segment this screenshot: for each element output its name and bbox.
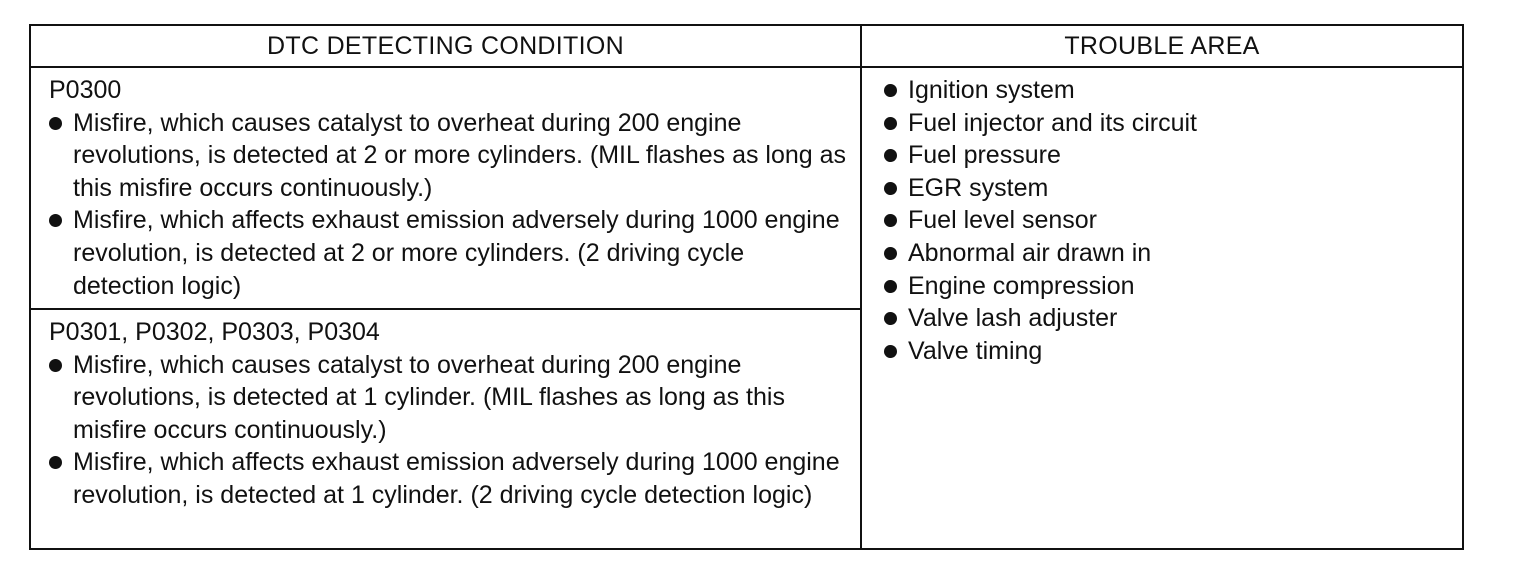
- bullet-icon: [49, 359, 62, 372]
- dtc-code: P0300: [49, 76, 122, 104]
- trouble-area-text: Ignition system: [908, 76, 1075, 104]
- condition-column: [31, 26, 862, 548]
- trouble-area-text: Valve lash adjuster: [908, 304, 1118, 333]
- bullet-icon: [884, 345, 897, 358]
- condition-item: [49, 446, 850, 511]
- bullet-icon: [884, 182, 897, 195]
- condition-text: Misfire, which affects exhaust emission adversely during 1000 engine revolution, is detected at 1 cylinder. (2 driving cycle detection logic): [73, 448, 840, 509]
- bullet-icon: [884, 247, 897, 260]
- trouble-area-item: [884, 302, 1452, 335]
- trouble-area-text: Abnormal air drawn in: [908, 238, 1152, 267]
- bullet-icon: [884, 214, 897, 227]
- trouble-area-item: [884, 74, 1452, 107]
- bullet-icon: [49, 117, 62, 130]
- trouble-area-item: [884, 204, 1452, 237]
- trouble-area-text: Fuel pressure: [908, 141, 1061, 170]
- trouble-area-text: Fuel level sensor: [908, 206, 1097, 235]
- dtc-table: [29, 24, 1464, 550]
- trouble-area-list: [884, 74, 1452, 367]
- trouble-area-header: TROUBLE AREA: [862, 26, 1462, 68]
- condition-text: Misfire, which affects exhaust emission adversely during 1000 engine revolution, is detected at 2 or more cylinders. (2 driving cycle detection logic): [73, 206, 840, 300]
- bullet-icon: [884, 280, 897, 293]
- trouble-area-cell: [862, 68, 1462, 367]
- condition-text: Misfire, which causes catalyst to overheat during 200 engine revolutions, is detected at 1 cylinder. (MIL flashes as long as this misfire occurs continuously.): [73, 350, 785, 444]
- trouble-area-item: [884, 172, 1452, 205]
- bullet-icon: [884, 312, 897, 325]
- condition-text: Misfire, which causes catalyst to overheat during 200 engine revolutions, is detected at 2 or more cylinders. (MIL flashes as long as this misfire occurs continuously.): [73, 108, 847, 202]
- bullet-icon: [884, 117, 897, 130]
- trouble-area-text: Valve timing: [908, 336, 1043, 365]
- trouble-area-item: [884, 107, 1452, 140]
- trouble-area-text: Engine compression: [908, 271, 1135, 300]
- trouble-area-item: [884, 335, 1452, 368]
- trouble-area-item: [884, 139, 1452, 172]
- dtc-code: P0301, P0302, P0303, P0304: [49, 318, 380, 346]
- trouble-area-text: EGR system: [908, 173, 1049, 202]
- condition-cell-p0300: [31, 68, 860, 310]
- bullet-icon: [884, 84, 897, 97]
- condition-cell-p0301-p0304: [31, 310, 860, 548]
- bullet-icon: [884, 149, 897, 162]
- trouble-area-item: [884, 270, 1452, 303]
- trouble-area-text: Fuel injector and its circuit: [908, 108, 1198, 137]
- condition-item: [49, 204, 850, 302]
- trouble-area-item: [884, 237, 1452, 270]
- condition-header: DTC DETECTING CONDITION: [31, 26, 860, 68]
- bullet-icon: [49, 214, 62, 227]
- condition-item: [49, 349, 850, 447]
- trouble-area-column: [862, 26, 1462, 548]
- condition-item: [49, 107, 850, 205]
- bullet-icon: [49, 456, 62, 469]
